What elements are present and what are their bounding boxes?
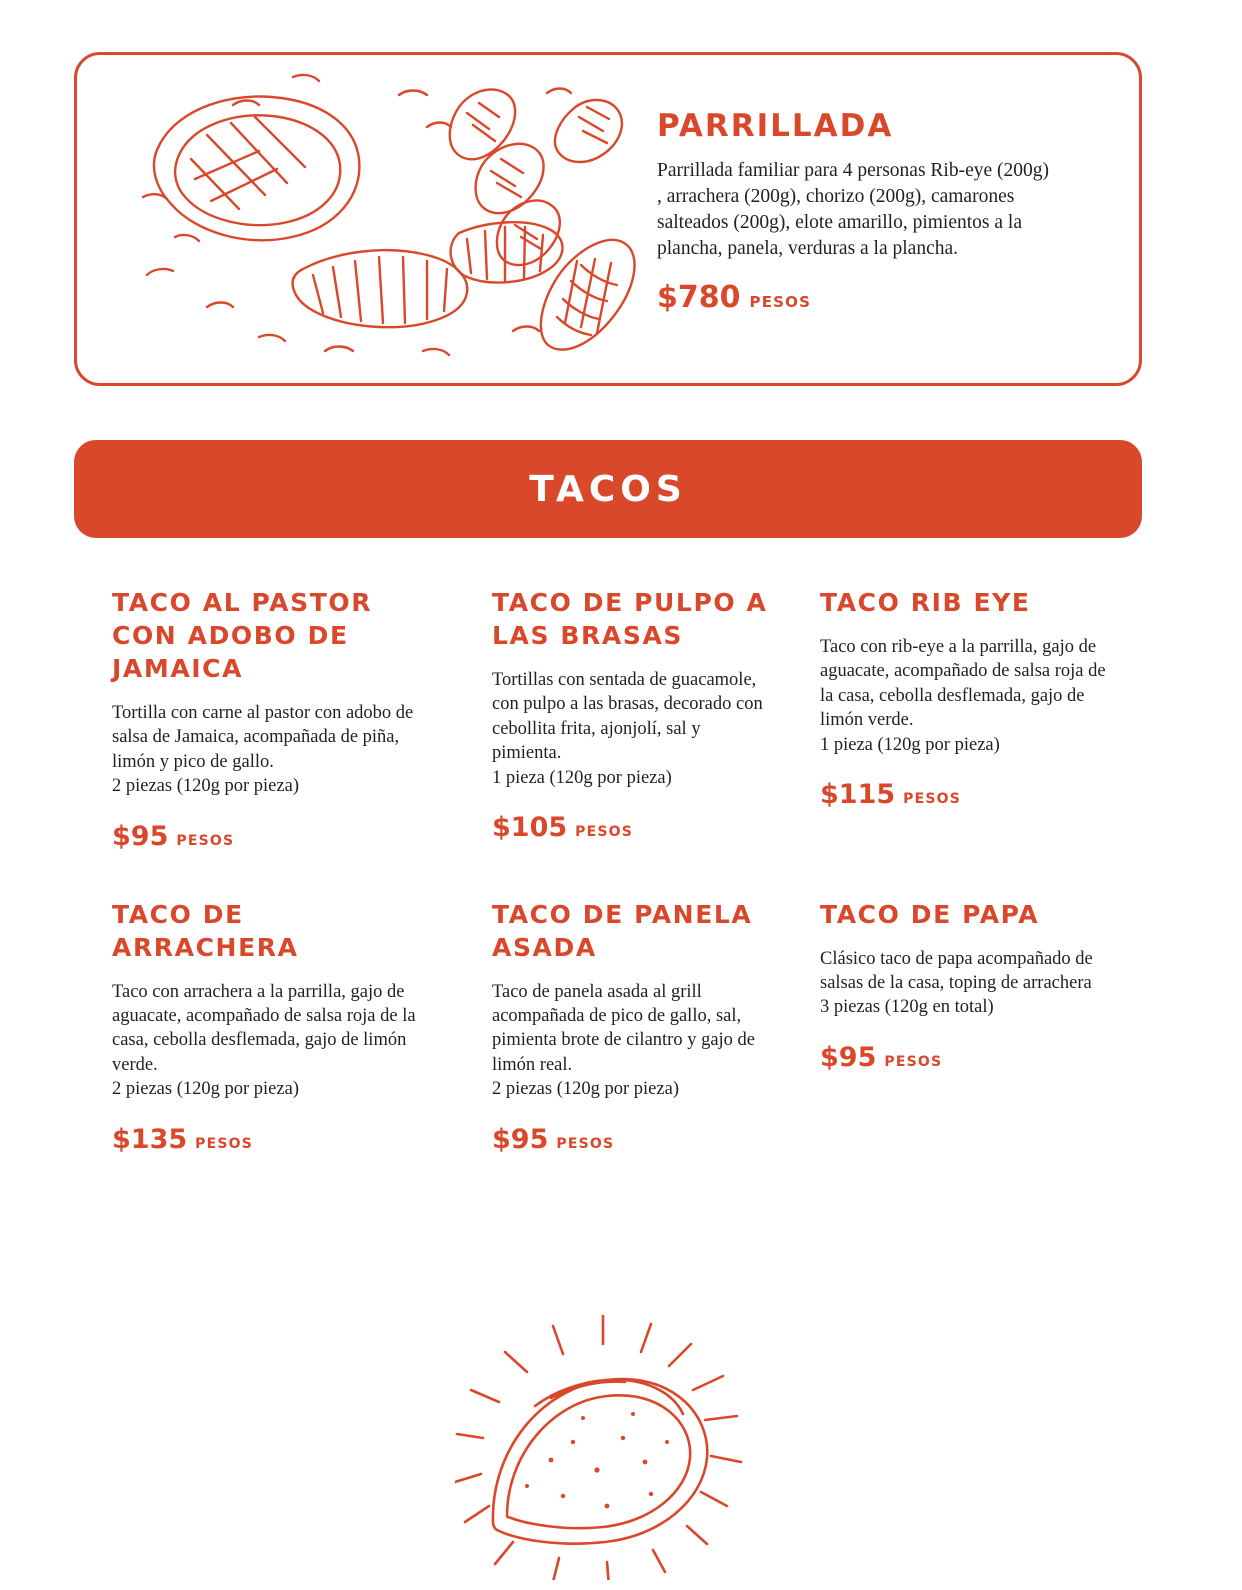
menu-item-quantity: 3 piezas (120g en total) [820, 997, 994, 1018]
menu-item-currency: PESOS [195, 1135, 254, 1152]
featured-price-row [657, 280, 1077, 315]
menu-item-price: $105 [492, 812, 568, 844]
menu-item-quantity: 1 pieza (120g por pieza) [820, 734, 1000, 755]
taco-icon [455, 1310, 745, 1580]
menu-item [808, 586, 1142, 852]
featured-price: $780 [657, 279, 741, 315]
menu-item-description: Taco con rib-eye a la parrilla, gajo de aguacate, acompañado de salsa roja de la casa, cebolla desflemada, gajo de limón verde. [820, 637, 1106, 731]
menu-item-quantity: 2 piezas (120g por pieza) [112, 776, 299, 797]
menu-item-description: Tortilla con carne al pastor con adobo de salsa de Jamaica, acompañada de piña, limón y pico de gallo. [112, 703, 414, 772]
menu-item-currency: PESOS [884, 1053, 943, 1070]
menu-item-price-row [492, 1124, 768, 1155]
menu-item-currency: PESOS [575, 824, 634, 841]
grill-meats-icon [87, 55, 647, 385]
menu-item-currency: PESOS [903, 791, 962, 808]
menu-item-description: Taco de panela asada al grill acompañada de pico de gallo, sal, pimienta brote de cilantro y gajo de limón real. [492, 981, 756, 1075]
section-title: TACOS [529, 468, 687, 510]
menu-item-price-row [112, 821, 436, 852]
featured-text-block [657, 108, 1077, 315]
menu-item [808, 898, 1142, 1155]
menu-item-title: TACO DE PANELA ASADA [492, 899, 753, 962]
menu-item-quantity: 1 pieza (120g por pieza) [492, 767, 672, 788]
menu-item [74, 898, 474, 1155]
menu-item-price-row [820, 1042, 1122, 1073]
menu-item-price: $115 [820, 779, 896, 811]
menu-items-grid [74, 586, 1142, 1155]
menu-item-description: Tortillas con sentada de guacamole, con pulpo a las brasas, decorado con cebollita frita, ajonjolí, sal y pimienta. [492, 670, 763, 764]
menu-item [474, 898, 808, 1155]
featured-item-card [74, 52, 1142, 386]
menu-item-price: $135 [112, 1123, 188, 1155]
menu-item-price: $95 [112, 820, 169, 852]
featured-title: PARRILLADA [657, 108, 894, 144]
menu-item-price-row [820, 779, 1122, 810]
menu-item [474, 586, 808, 852]
menu-item-title: TACO DE PAPA [820, 899, 1040, 929]
menu-item-title: TACO DE ARRACHERA [112, 899, 299, 962]
menu-item-quantity: 2 piezas (120g por pieza) [492, 1079, 679, 1100]
menu-item-description: Clásico taco de papa acompañado de salsas de la casa, toping de arrachera [820, 948, 1093, 994]
menu-item-price: $95 [492, 1123, 549, 1155]
menu-item [74, 586, 474, 852]
menu-item-title: TACO DE PULPO A LAS BRASAS [492, 588, 768, 650]
menu-item-price: $95 [820, 1041, 877, 1073]
menu-item-title: TACO RIB EYE [820, 588, 1031, 617]
featured-description: Parrillada familiar para 4 personas Rib-eye (200g) , arrachera (200g), chorizo (200g), camarones salteados (200g), elote amarillo, pimientos a la plancha, panela, verduras a la plancha. [657, 160, 1050, 259]
menu-item-price-row [492, 812, 768, 843]
menu-item-title: TACO AL PASTOR CON ADOBO DE JAMAICA [112, 588, 373, 683]
menu-item-currency: PESOS [556, 1135, 615, 1152]
menu-item-price-row [112, 1124, 436, 1155]
menu-item-currency: PESOS [176, 832, 235, 849]
section-banner-tacos [74, 440, 1142, 538]
menu-item-description: Taco con arrachera a la parrilla, gajo de aguacate, acompañado de salsa roja de la casa, cebolla desflemada, gajo de limón verde. [112, 981, 416, 1075]
menu-item-quantity: 2 piezas (120g por pieza) [112, 1079, 299, 1100]
featured-currency: PESOS [749, 292, 812, 311]
